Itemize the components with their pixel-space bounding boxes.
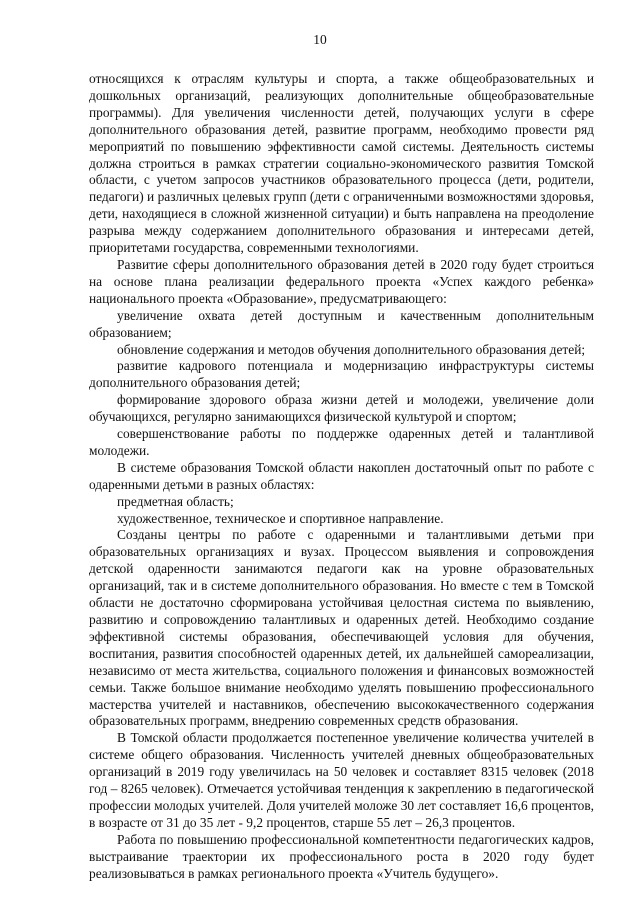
paragraph: В Томской области продолжается постепенное увеличение количества учителей в системе общего образования. Численность учителей дневных общеобразовательных организаций в 2019 году увеличилась на 50 человек и составляет 8315 человек (2018 год – 8265 человек). Отмечается устойчивая тенденция к закреплению в педагогической профессии молодых учителей. Доля учителей моложе 30 лет составляет 16,6 процентов, в возрасте от 31 до 35 лет - 9,2 процентов, старше 55 лет – 26,3 процентов.	[89, 730, 594, 830]
list-item: совершенствование работы по поддержке одаренных детей и талантливой молодежи.	[89, 426, 594, 458]
list-item: увеличение охвата детей доступным и качественным дополнительным образованием;	[89, 307, 594, 340]
paragraph: Работа по повышению профессиональной компетентности педагогических кадров, выстраивание траектории их профессионального роста в 2020 году будет реализовываться в рамках регионального проекта «Учитель будущего».	[89, 831, 594, 881]
paragraph: В системе образования Томской области накоплен достаточный опыт по работе с одаренными детьми в разных областях:	[89, 459, 594, 492]
list-item: предметная область;	[117, 493, 234, 509]
list-item: развитие кадрового потенциала и модернизацию инфраструктуры системы дополнительного образования детей;	[89, 358, 594, 391]
page-number: 10	[313, 32, 327, 47]
list-item: художественное, техническое и спортивное направление.	[117, 510, 444, 526]
paragraph: Развитие сферы дополнительного образования детей в 2020 году будет строиться на основе плана реализации федерального проекта «Успех каждого ребенка» национального проекта «Образование», предусматривающего:	[89, 256, 594, 306]
list-item: формирование здорового образа жизни детей и молодежи, увеличение доли обучающихся, регулярно занимающихся физической культурой и спортом;	[89, 392, 594, 425]
list-item: обновление содержания и методов обучения дополнительного образования детей;	[117, 341, 586, 357]
paragraph: Созданы центры по работе с одаренными и талантливыми детьми при образовательных организациях и вузах. Процессом выявления и сопровождения детской одаренности занимаются педагоги как на уровне образовательных организаций, так и в системе дополнительного образования. Но вместе с тем в Томской области не достаточно сформирована устойчивая целостная система по выявлению, развитию и сопровождению талантливых и одаренных детей. Необходимо создание эффективной системы образования, обеспечивающей условия для обучения, воспитания, развития способностей одаренных детей, их дальнейшей самореализации, независимо от места жительства, социального положения и финансовых возможностей семьи. Также большое внимание необходимо уделять повышению профессионального мастерства учителей и наставников, обеспечению высококачественного содержания образовательных программ, внедрению современных средств образования.	[89, 527, 594, 729]
paragraph: относящихся к отраслям культуры и спорта, а также общеобразовательных и дошкольных организаций, реализующих дополнительные общеобразовательные программы). Для увеличения численности детей, получающих услуги в сфере дополнительного образования детей, развитие программ, необходимо провести ряд мероприятий по повышению эффективности самой системы. Деятельность системы должна строиться в рамках стратегии социально-экономического развития Томской области, с учетом запросов участников образовательного процесса (дети, родители, педагоги) и различных целевых групп (дети с ограниченными возможностями здоровья, дети, находящиеся в сложной жизненной ситуации) и быть направлена на преодоление разрыва между содержанием дополнительного образования и интересами детей, приоритетами государства, современными технологиями.	[89, 71, 594, 256]
document-body	[89, 71, 594, 883]
